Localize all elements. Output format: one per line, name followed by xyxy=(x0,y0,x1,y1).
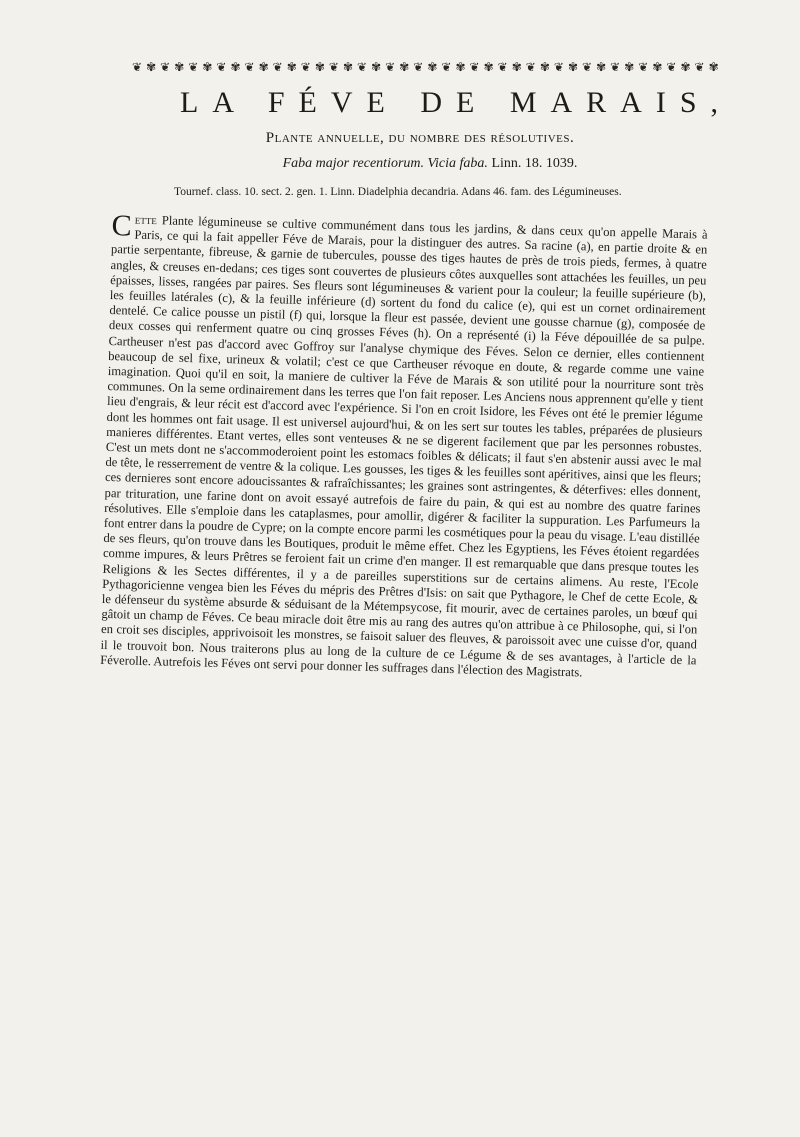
ornament-glyph: ✾ xyxy=(230,60,240,74)
ornament-glyph: ✾ xyxy=(286,60,296,74)
ornament-glyph: ❦ xyxy=(525,60,535,74)
ornament-glyph: ❦ xyxy=(413,60,423,74)
ornament-glyph: ✾ xyxy=(202,60,212,74)
ornament-glyph: ❦ xyxy=(441,60,451,74)
ornament-glyph: ❦ xyxy=(553,60,563,74)
ornament-glyph: ❦ xyxy=(497,60,507,74)
classification-line: Tournef. class. 10. sect. 2. gen. 1. Linn. Diadelphia decandria. Adans 46. fam. des Légumineuses. xyxy=(174,186,622,198)
subtitle xyxy=(200,130,640,147)
ornament-glyph: ✾ xyxy=(399,60,409,74)
ornament-glyph: ✾ xyxy=(455,60,465,74)
ornament-glyph: ✾ xyxy=(596,60,606,74)
opening-word: ette xyxy=(134,212,158,228)
ornament-glyph: ✾ xyxy=(371,60,381,74)
ornament-glyph: ❦ xyxy=(300,60,310,74)
ornament-glyph: ❦ xyxy=(610,60,620,74)
latin-name: Faba major recentiorum. xyxy=(282,156,425,171)
ornament-glyph: ✾ xyxy=(174,60,184,74)
latin-names xyxy=(220,156,640,172)
body-paragraph xyxy=(100,209,708,684)
ornament-glyph: ✾ xyxy=(146,60,156,74)
latin-reference: Linn. 18. 1039. xyxy=(491,156,578,171)
ornament-glyph: ✾ xyxy=(708,60,718,74)
ornament-glyph: ❦ xyxy=(666,60,676,74)
ornament-glyph: ❦ xyxy=(244,60,254,74)
ornament-glyph: ✾ xyxy=(539,60,549,74)
latin-synonym: Vicia faba. xyxy=(427,156,488,171)
ornament-glyph: ❦ xyxy=(385,60,395,74)
ornament-glyph: ✾ xyxy=(258,60,268,74)
ornament-glyph: ❦ xyxy=(694,60,704,74)
ornament-glyph: ❦ xyxy=(357,60,367,74)
ornament-glyph: ✾ xyxy=(567,60,577,74)
ornament-glyph: ❦ xyxy=(188,60,198,74)
ornament-glyph: ❦ xyxy=(638,60,648,74)
ornament-glyph: ❦ xyxy=(469,60,479,74)
body-text: Plante légumineuse se cultive communément dans tous les jardins, & dans ceux qu'on appelle Marais à Paris, ce qui la fait appeller Féve de Marais, pour la distinguer des autres. Sa racine (a), en partie droite & en partie serpentante, fibreuse, & garnie de tubercules, pousse des tiges hautes de près de trois pieds, fermes, à quatre angles, & creuses en-dedans; ces tiges sont couvertes de plusieurs côtes auxquelles sont attachées les feuilles, un peu épaisses, lisses, rangées par paires. Ses fleurs sont légumineuses & varient pour la couleur; la feuille supérieure (b), les feuilles latérales (c), & la feuille inférieure (d) sortent du fond du calice (e), qui est un cornet ordinairement dentelé. Ce calice pousse un pistil (f) qui, lorsque la fleur est passée, devient une gousse charnue (g), composée de deux cosses qui renferment quatre ou cinq grosses Féves (h). On a représenté (i) la Féve dépouillée de sa pulpe. Cartheuser n'est pas d'accord avec Goffroy sur l'analyse chymique des Féves. Selon ce dernier, elles contiennent beaucoup de sel fixe, urineux & volatil; c'est ce que Cartheuser révoque en doute, & regarde comme une vaine imagination. Quoi qu'il en soit, la maniere de cultiver la Féve de Marais & son utilité pour la nourriture sont très communes. On la seme ordinairement dans les terres que l'on fait reposer. Les Anciens nous apprennent qu'elle y tient lieu d'engrais, & leur récit est d'accord avec l'expérience. Si l'on en croit Isidore, les Féves ont été le premier légume dont les hommes ont fait usage. Il est universel aujourd'hui, & on les sert sur toutes les tables, préparées de plusieurs manieres différentes. Etant vertes, elles sont venteuses & ne se digerent facilement que par les personnes robustes. C'est un mets dont ne s'accommoderoient point les estomacs foibles & délicats; il faut s'en abstenir aussi avec le mal de tête, le resserrement de ventre & la colique. Les gousses, les tiges & les feuilles sont apéritives, ainsi que les fleurs; ces dernieres sont encore adoucissantes & rafraîchissantes; les graines sont astringentes, & déterfives: elles donnent, par trituration, une farine dont on avoit essayé autrefois de faire du pain, & qui est au nombre des quatre farines résolutives. Elle s'emploie dans les cataplasmes, pour amollir, digérer & faciliter la suppuration. Les Parfumeurs la font entrer dans la poudre de Cypre; on la compte encore parmi les cosmétiques pour la peau du visage. L'eau distillée de ses fleurs, qu'on trouve dans les Boutiques, produit le même effet. Chez les Egyptiens, les Féves étoient regardées comme impures, & leurs Prêtres se feroient fait un crime d'en manger. Il est remarquable que dans presque toutes les Religions & les Sectes différentes, il y a de pareilles superstitions sur de certains alimens. Au reste, l'Ecole Pythagoricienne vengea bien les Féves du mépris des Prêtres d'Isis: on sait que Pythagore, le Chef de cette Ecole, & le défenseur du système absurde & séduisant de la Métempsycose, fit mourir, avec de certaines paroles, un bœuf qui gâtoit un champ de Féves. Ce beau miracle doit être mis au rang des autres qu'on attribue à ce Philosophe, qui, si l'on en croit ses disciples, apprivoisoit les monstres, se faisoit saluer des fleuves, & paroissoit avec une cuisse d'or, quand il le trouvoit bon. Nous traiterons plus au long de la culture de ce Légume & de ses avantages, à l'article de la Féverolle. Autrefois les Féves ont servi pour donner les suffrages dans l'élection des Magistrats. xyxy=(100,213,708,680)
ornament-glyph: ❦ xyxy=(582,60,592,74)
ornament-glyph: ✾ xyxy=(680,60,690,74)
ornament-glyph: ✾ xyxy=(483,60,493,74)
subtitle-text: Plante annuelle, du nombre des résolutives. xyxy=(265,130,575,146)
ornament-glyph: ✾ xyxy=(427,60,437,74)
ornament-glyph: ✾ xyxy=(624,60,634,74)
ornament-glyph: ✾ xyxy=(511,60,521,74)
ornament-glyph: ✾ xyxy=(652,60,662,74)
ornament-glyph: ❦ xyxy=(272,60,282,74)
ornament-glyph: ❦ xyxy=(132,60,142,74)
ornament-glyph: ✾ xyxy=(342,60,352,74)
decorative-ornament-band xyxy=(132,60,718,74)
ornament-glyph: ❦ xyxy=(160,60,170,74)
ornament-glyph: ❦ xyxy=(328,60,338,74)
drop-cap: C xyxy=(111,209,133,243)
ornament-glyph: ❦ xyxy=(216,60,226,74)
ornament-glyph: ✾ xyxy=(314,60,324,74)
page-title: LA FÉVE DE MARAIS, xyxy=(180,86,733,119)
